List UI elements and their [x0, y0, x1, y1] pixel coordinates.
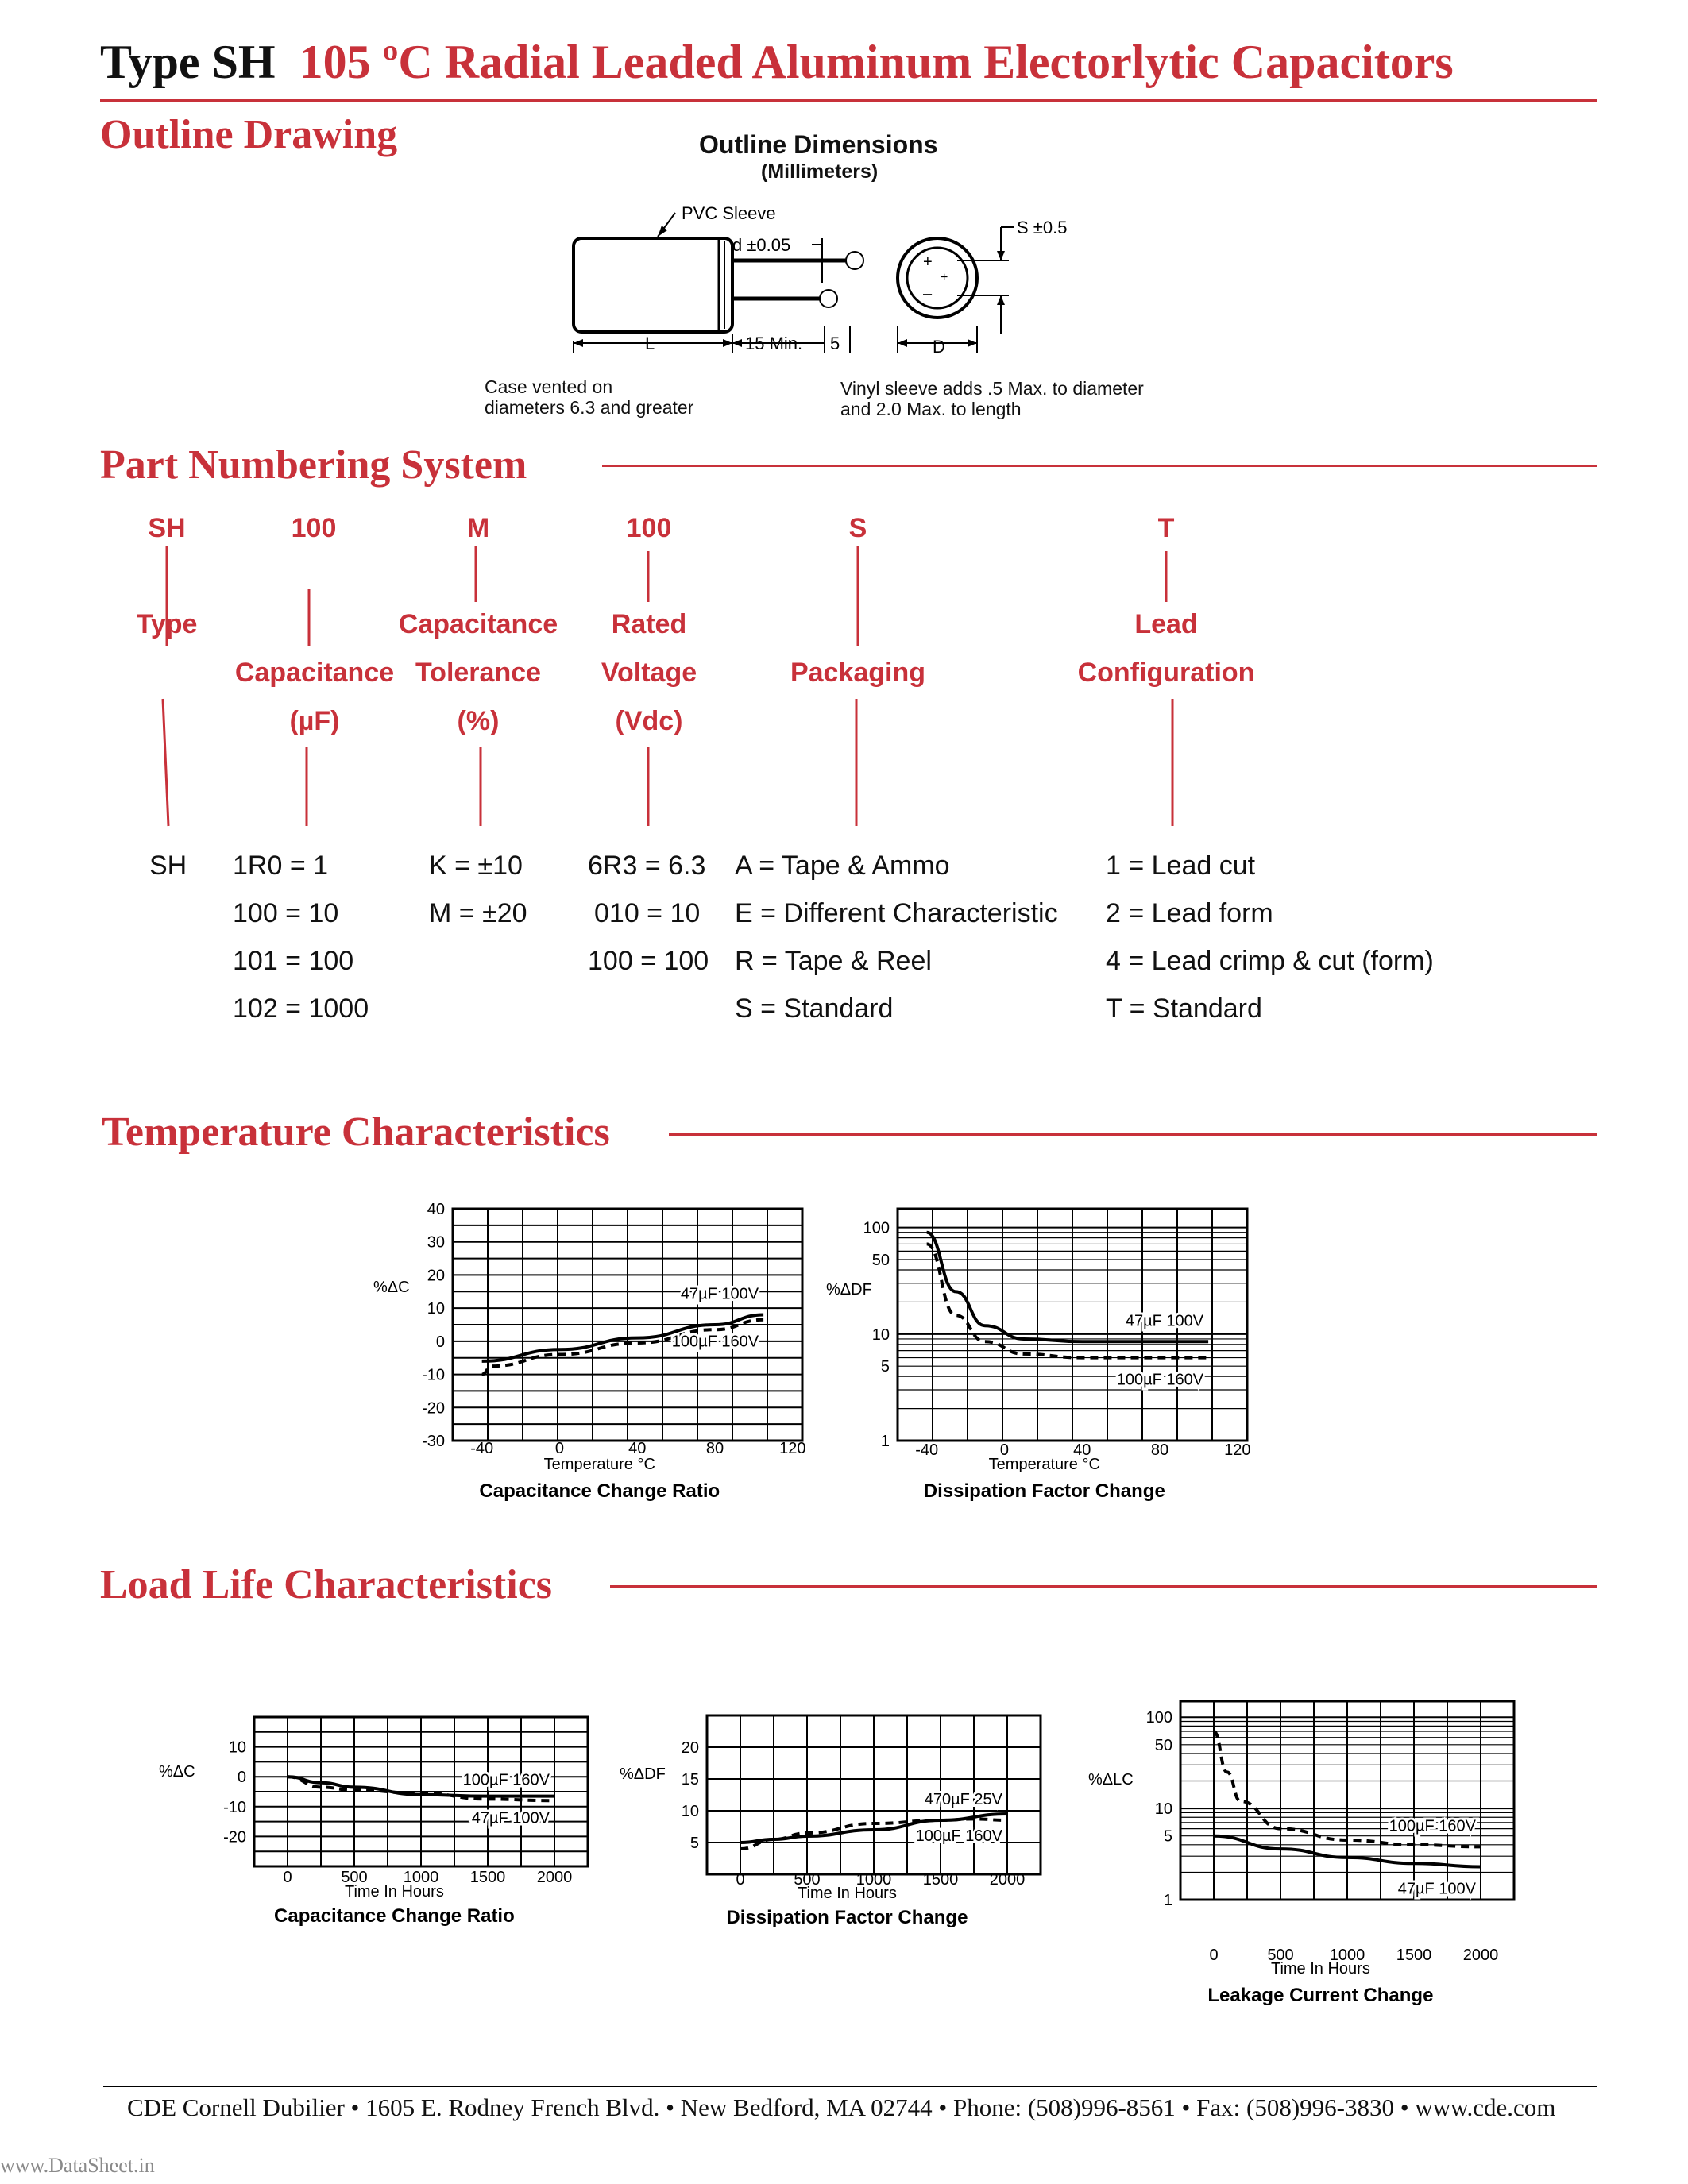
part-numbering-rule [602, 465, 1597, 467]
doc-title: 105 ºC Radial Leaded Aluminum Electorlytic Capacitors [299, 36, 1454, 88]
y-tick-label: 15 [681, 1771, 699, 1788]
temperature-title: Temperature Characteristics [102, 1109, 610, 1155]
chart-title: Capacitance Change Ratio [479, 1480, 720, 1502]
y-tick-label: 5 [689, 1835, 699, 1852]
load-life-title: Load Life Characteristics [100, 1562, 553, 1607]
x-axis-label: Temperature °C [988, 1456, 1100, 1473]
x-tick-label: -40 [915, 1441, 939, 1459]
outline-section-title: Outline Drawing [100, 112, 398, 157]
pn-options-lead: 1 = Lead cut 2 = Lead form 4 = Lead crimp & cut (form) T = Standard [1106, 851, 1434, 1024]
chart-life-capacitance [143, 1684, 604, 2001]
x-tick-label: 120 [779, 1440, 806, 1457]
y-tick-label: 0 [435, 1333, 445, 1351]
y-tick-label: 50 [1154, 1736, 1172, 1754]
x-axis-label: Time In Hours [797, 1885, 897, 1902]
chart-title: Capacitance Change Ratio [274, 1905, 515, 1927]
y-tick-label: 0 [237, 1769, 246, 1787]
footer-contact: CDE Cornell Dubilier • 1605 E. Rodney French Blvd. • New Bedford, MA 02744 • Phone: (508)996-8561 • Fax: (508)996-3830 • www.cde.com [127, 2093, 1556, 2121]
part-numbering-title: Part Numbering System [100, 442, 527, 488]
x-tick-label: 0 [283, 1869, 292, 1886]
plot-grid [453, 1209, 802, 1441]
lead-spacing-label: S ±0.5 [1017, 218, 1068, 237]
pn-options-type: SH [149, 851, 187, 881]
pn-options-capacitance: 1R0 = 1 100 = 10 101 = 100 102 = 1000 [233, 851, 369, 1024]
pn-label-tolerance: Capacitance Tolerance (%) [398, 609, 558, 736]
x-tick-label: 1000 [1329, 1947, 1365, 1964]
x-axis-label: Time In Hours [1270, 1960, 1370, 1978]
pn-options-tolerance: K = ±10 M = ±20 [429, 851, 527, 928]
x-tick-label: 0 [554, 1440, 565, 1457]
x-tick-label: 500 [341, 1869, 368, 1886]
lead-diameter-label: d ±0.05 [732, 235, 791, 255]
x-tick-label: 1500 [469, 1869, 506, 1886]
series-label-0: 100µF 160V [1389, 1817, 1476, 1835]
length-label: L [645, 334, 655, 353]
header-rule [100, 99, 1597, 102]
x-tick-label: 40 [1073, 1441, 1091, 1459]
y-axis-label: %ΔDF [826, 1281, 872, 1299]
y-tick-label: 10 [427, 1300, 445, 1318]
x-tick-label: 2000 [989, 1871, 1026, 1889]
x-tick-label: 1000 [856, 1871, 892, 1889]
y-tick-label: 40 [427, 1201, 445, 1218]
outline-drawing [556, 203, 1207, 365]
y-tick-label: -20 [422, 1399, 445, 1418]
y-tick-label: 5 [880, 1358, 890, 1376]
x-tick-label: 0 [736, 1871, 745, 1889]
pn-code-lead: T [1157, 513, 1175, 543]
series-label-1: 100µF 160V [1116, 1371, 1204, 1389]
y-tick-label: 10 [228, 1738, 246, 1757]
pn-options-voltage: 6R3 = 6.3 010 = 10 100 = 100 [588, 851, 709, 976]
x-tick-label: 120 [1224, 1441, 1251, 1459]
lead-min-label: 15 Min. [745, 334, 803, 353]
y-tick-label: -10 [422, 1366, 445, 1384]
y-axis-label: %ΔC [373, 1279, 410, 1297]
chart-title: Leakage Current Change [1207, 1985, 1434, 2006]
series-label-1: 100µF 160V [671, 1333, 759, 1351]
pn-code-voltage: 100 [626, 513, 672, 543]
x-tick-label: -40 [470, 1440, 494, 1457]
y-tick-label: 5 [1163, 1827, 1172, 1846]
series-label-1: 47µF 100V [1397, 1880, 1476, 1898]
x-tick-label: 500 [1267, 1947, 1294, 1964]
y-tick-label: 100 [863, 1219, 890, 1237]
y-tick-label: 30 [427, 1233, 445, 1252]
pn-code-packaging: S [848, 513, 867, 543]
chart-temp-dissipation [802, 1191, 1279, 1525]
pn-label-packaging: Packaging [790, 658, 926, 688]
x-tick-label: 80 [1150, 1441, 1169, 1459]
y-tick-label: 20 [427, 1267, 445, 1285]
lead-five-label: 5 [830, 334, 840, 353]
y-axis-label: %ΔLC [1088, 1771, 1134, 1788]
y-tick-label: 1 [1163, 1892, 1172, 1909]
x-tick-label: 2000 [536, 1869, 573, 1886]
x-tick-label: 500 [794, 1871, 821, 1889]
x-tick-label: 0 [999, 1441, 1010, 1459]
svg-text:–: – [923, 285, 933, 303]
svg-text:+: + [941, 271, 948, 284]
series-label-0: 47µF 100V [1125, 1312, 1204, 1330]
capacitor-body [574, 238, 732, 332]
capacitor-end-view [898, 238, 977, 318]
chart-life-dissipation [604, 1684, 1064, 2001]
y-tick-label: -20 [223, 1828, 246, 1846]
x-tick-label: 2000 [1462, 1947, 1499, 1964]
x-tick-label: 40 [628, 1440, 647, 1457]
chart-temp-capacitance [350, 1191, 806, 1525]
pn-code-tolerance: M [466, 513, 490, 543]
x-tick-label: 80 [705, 1440, 724, 1457]
y-tick-label: 1 [880, 1433, 890, 1450]
footer-rule [103, 2086, 1597, 2087]
series-label-0: 470µF 25V [924, 1791, 1002, 1808]
pn-label-type: Type [136, 609, 198, 639]
chart-title: Dissipation Factor Change [726, 1907, 968, 1928]
series-label-1: 47µF 100V [471, 1809, 550, 1827]
pn-label-lead: Lead Configuration [1077, 609, 1255, 688]
y-axis-label: %ΔDF [620, 1765, 666, 1783]
x-tick-label: 1000 [403, 1869, 439, 1886]
pn-code-type: SH [148, 513, 186, 543]
y-tick-label: 10 [681, 1803, 699, 1820]
svg-text:+: + [923, 253, 933, 271]
header [100, 35, 1454, 90]
x-tick-label: 0 [1209, 1947, 1219, 1964]
y-tick-label: 10 [871, 1325, 890, 1344]
y-tick-label: 50 [871, 1252, 890, 1270]
series-label-1: 100µF 160V [915, 1827, 1002, 1845]
y-tick-label: 10 [1154, 1800, 1172, 1819]
pn-label-voltage: Rated Voltage (Vdc) [601, 609, 697, 736]
chart-life-leakage [1072, 1684, 1533, 2033]
y-tick-label: 20 [681, 1739, 699, 1757]
y-tick-label: -10 [223, 1798, 246, 1816]
y-tick-label: -30 [422, 1433, 445, 1450]
outline-note-right: Vinyl sleeve adds .5 Max. to diameter and 2.0 Max. to length [840, 378, 1144, 419]
doc-type: Type SH [100, 36, 276, 88]
series-label-0: 47µF 100V [680, 1285, 759, 1303]
pn-code-capacitance: 100 [291, 513, 337, 543]
y-axis-label: %ΔC [159, 1763, 195, 1781]
x-tick-label: 1500 [1396, 1947, 1432, 1964]
x-axis-label: Temperature °C [543, 1456, 655, 1473]
temperature-rule [669, 1133, 1597, 1136]
outline-dims-units: (Millimeters) [761, 160, 879, 183]
pn-label-capacitance: Capacitance (µF) [234, 658, 395, 736]
diameter-label: D [933, 337, 945, 357]
y-tick-label: 100 [1145, 1709, 1172, 1727]
x-axis-label: Time In Hours [344, 1883, 444, 1900]
pn-options-packaging: A = Tape & Ammo E = Different Characteristic R = Tape & Reel S = Standard [735, 851, 1058, 1024]
pvc-sleeve-label: PVC Sleeve [682, 203, 776, 223]
x-tick-label: 1500 [922, 1871, 959, 1889]
load-life-rule [610, 1585, 1597, 1588]
chart-title: Dissipation Factor Change [923, 1480, 1165, 1502]
plot-grid [1180, 1701, 1514, 1900]
series-label-0: 100µF 160V [462, 1771, 550, 1789]
outline-note-left: Case vented on diameters 6.3 and greater [485, 376, 694, 418]
footer-watermark: www.DataSheet.in [0, 2154, 155, 2177]
outline-dims-title: Outline Dimensions [699, 130, 938, 159]
